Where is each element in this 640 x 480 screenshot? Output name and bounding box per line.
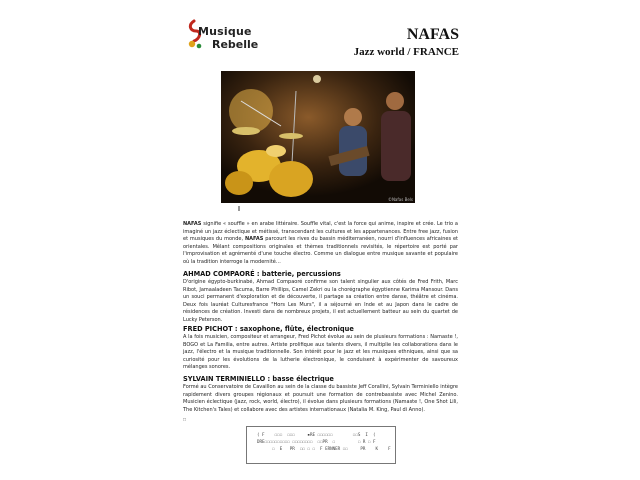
section-heading-fred: FRED PICHOT : saxophone, flûte, électronique	[183, 325, 354, 333]
section-text-fred: A la fois musicien, compositeur et arrangeur, Fred Pichot évolue au sein de plusieurs formations : Namaste !, BOGO et La Familia, entre autres. Artiste prolifique aux talents divers, il multiplie les collaborations dans le jazz, l'électro et la musique traditionnelle. Son intérêt pour le jazz et les musiques ethniques, ainsi que sa curiosité pour les évolutions de la lutherie électronique, le conduisent à expérimenter de savoureux mélanges sonores.	[183, 334, 458, 371]
logo-line1: Musique	[198, 25, 252, 38]
band-photo	[221, 71, 415, 203]
intro-mid: NAFAS	[244, 236, 264, 243]
footer-line-1: ( F ☐☐☐ ☐☐☐ ▪RE ☐☐☐☐☐☐ ☐☐S I (	[257, 432, 379, 437]
section-heading-sylvain: SYLVAIN TERMINIELLO : basse électrique	[183, 375, 334, 383]
section-heading-ahmad: AHMAD COMPAORÉ : batterie, percussions	[183, 270, 341, 278]
band-photo-image	[221, 71, 415, 203]
intro-lead: NAFAS	[183, 221, 202, 227]
end-mark: □	[183, 417, 187, 423]
musique-rebelle-logo	[186, 19, 266, 55]
footer-line-2: DRE☐☐☐☐☐☐☐☐☐☐ ☐☐☐☐☐☐☐☐ ☐☐PR ☐ ☐ R ☐ F	[257, 439, 376, 444]
section-text-ahmad: D'origine égypto-burkinabé, Ahmad Compaoré confirme son talent singulier aux côtés de Fred Frith, Marc Ribot, Jamaaladeen Tacuma, Barre Phillips, Camel Zekri ou la chorégraphe égyptienne Karima Mansour. Dans un souci permanent d'exploration et de découverte, il partage sa création entre danse, théâtre et cinéma. Deux fois lauréat Culturesfrance "Hors Les Murs", il a séjourné en Inde et au Japon dans le cadre de résidences de création. Investi dans de nombreux projets, il est actuellement batteur au sein du quartet de Lucky Peterson.	[183, 279, 458, 323]
footer-box	[246, 426, 396, 464]
footer-line-3: ☐ E PR ☐☐ ☐ ☐ F ERNNER ☐☐ PR K F	[257, 446, 391, 451]
page-subtitle: Jazz world / FRANCE	[353, 46, 459, 58]
photo-caption-mark	[238, 206, 240, 211]
intro-text-1: signifie « souffle » en arabe littéraire. Souffle vital, c'est la force qui anime, inspire et crée. Le trio a imaginé un jazz éclectique et métissé, transcendant les cultures et les appartenances. Entre free jazz, fusion et musiques du monde,	[183, 221, 458, 243]
page-title: NAFAS	[406, 26, 459, 43]
section-text-sylvain: Formé au Conservatoire de Cavaillon au sein de la classe du bassiste Jeff Corallini, Sylvain Terminiello intègre rapidement divers groupes régionaux et poursuit une formation de contrebassiste avec Michel Zenino. Musicien éclectique (jazz, rock, world, électro), il évolue dans plusieurs formations (Namaste !, One Shot Lili, The Kitchen's Tales) et collabore avec des artistes internationaux (Natalia M. King, Paul di Anno).	[183, 384, 458, 413]
intro-text-2: parcourt les rives du bassin méditerranéen, nourri d'influences africaines et orientales. Mêlant compositions originales et thèmes traditionnels revisités, le répertoire est porté par l'improvisation et agrémenté d'une touche électro. Comme un dialogue entre musique savante et populaire où la tradition interroge la modernité…	[183, 236, 459, 265]
logo-line2: Rebelle	[212, 38, 259, 51]
photo-credit: ©Nafas Bels	[387, 197, 413, 202]
intro-paragraph	[183, 221, 458, 267]
